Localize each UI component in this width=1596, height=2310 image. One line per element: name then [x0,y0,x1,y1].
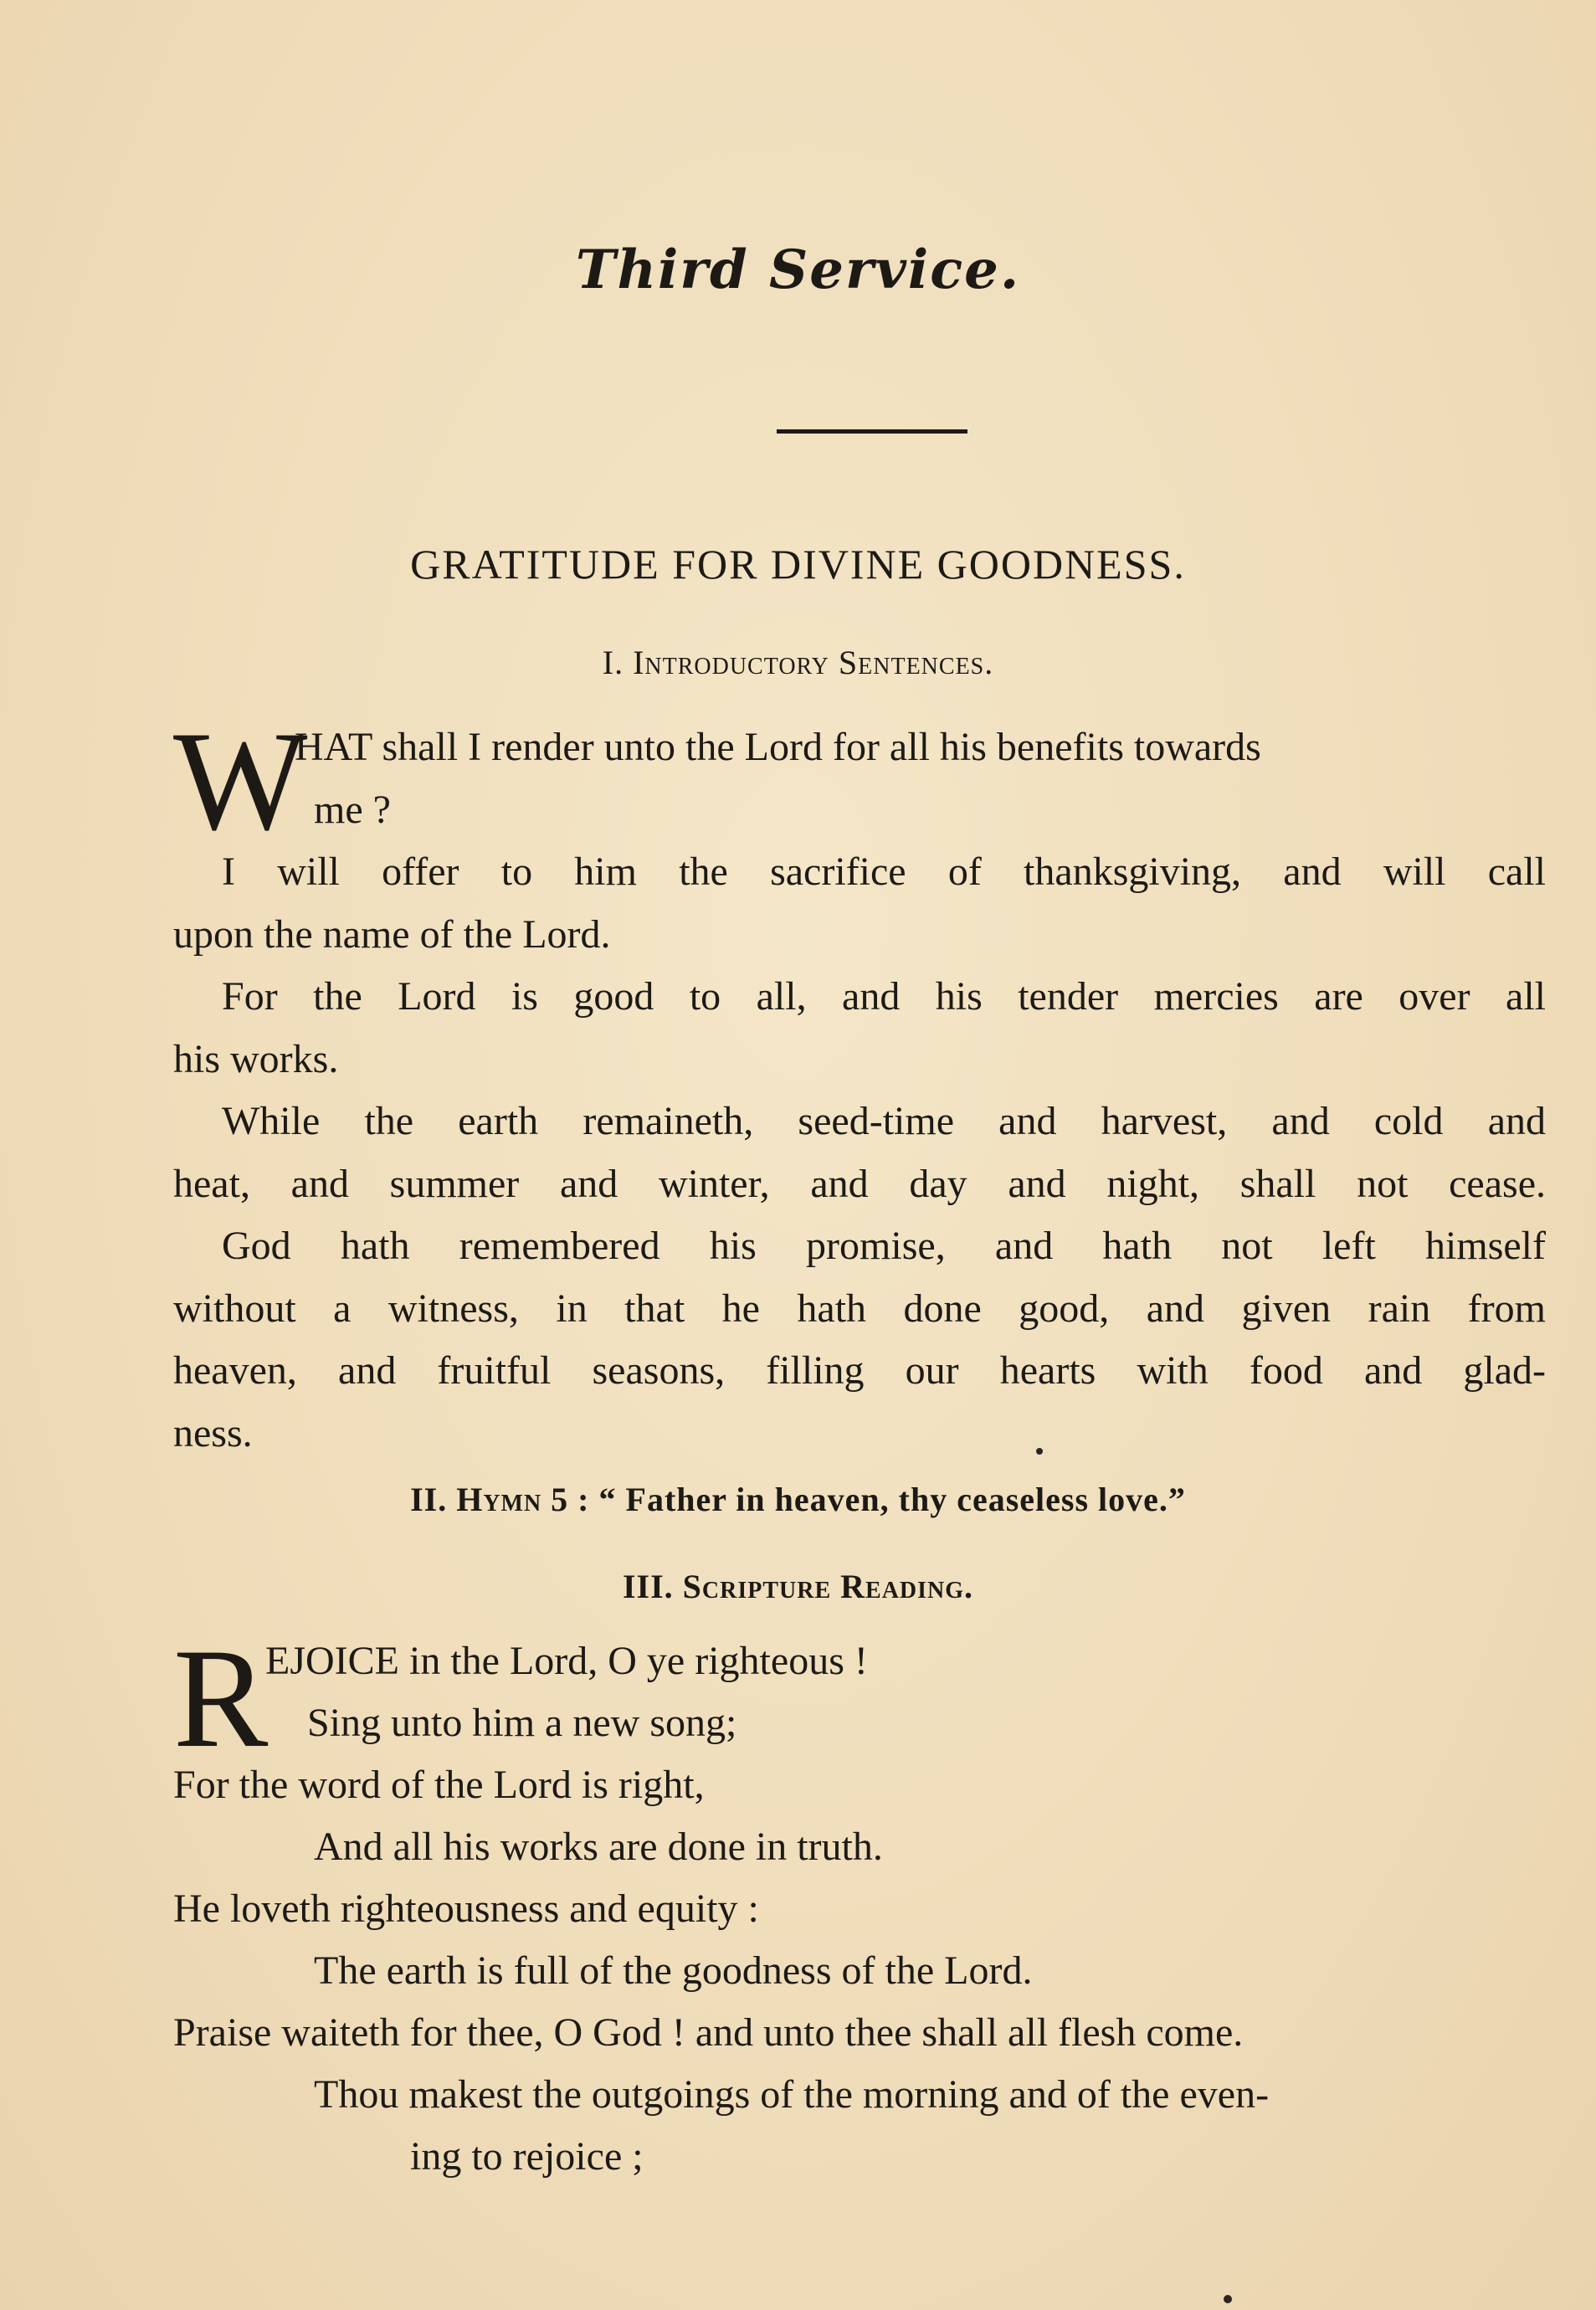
section-heading-hymn [0,1480,1596,1519]
page-title: GRATITUDE FOR DIVINE GOODNESS. [410,541,1186,588]
verse-line: Praise waiteth for thee, O God ! and unto thee shall all flesh come. [173,2010,1244,2055]
sentence-line: heat, and summer and winter, and day and night, shall not cease. [173,1161,1546,1206]
sentence-line: without a witness, in that he hath done good, and given rain from [173,1286,1546,1331]
verse-line: And all his works are done in truth. [314,1825,883,1869]
sentence-line: his works. [173,1036,339,1081]
hymn-label: Hymn 5 : [456,1481,590,1518]
sentence-line: HAT shall I render unto the Lord for all his benefits towards [295,725,1261,769]
verse-line: Sing unto him a new song; [307,1701,737,1745]
scripture-reading [173,1630,1554,2188]
sentence-line: I will offer to him the sacrifice of thanksgiving, and will call [222,850,1546,894]
sentence-line: For the Lord is good to all, and his tender mercies are over all [222,974,1546,1019]
service-title: Third Service. [575,239,1021,301]
section-heading-scripture: III. Scripture Reading. [622,1568,974,1605]
verse-line: For the word of the Lord is right, [173,1763,705,1807]
hymn-number: II. [410,1481,448,1518]
sentence-line: ness. [173,1410,253,1455]
ink-speck [1224,2295,1232,2303]
drop-cap-r: R [173,1620,269,1777]
introductory-sentences [173,716,1546,1465]
verse-line: ing to rejoice ; [410,2134,644,2179]
sentence-line: upon the name of the Lord. [173,911,611,957]
verse-line: He loveth righteousness and equity : [173,1887,759,1931]
ink-speck [1036,1448,1043,1455]
sentence-line: heaven, and fruitful seasons, filling our hearts with food and glad- [173,1348,1546,1393]
section-heading-introductory: I. Introductory Sentences. [602,644,994,681]
verse-line: EJOICE in the Lord, O ye righteous ! [265,1639,868,1683]
sentence-line: me ? [314,787,391,832]
title-rule [777,429,967,434]
sentence-line: While the earth remaineth, seed-time and harvest, and cold and [222,1099,1546,1143]
sentence-line: God hath remembered his promise, and hath not left himself [222,1224,1546,1268]
hymn-title: “ Father in heaven, thy ceaseless love.” [598,1481,1186,1518]
verse-line: The earth is full of the goodness of the Lord. [314,1948,1033,1993]
drop-cap-w: W [173,702,308,860]
verse-line: Thou makest the outgoings of the morning and of the even- [314,2072,1270,2117]
